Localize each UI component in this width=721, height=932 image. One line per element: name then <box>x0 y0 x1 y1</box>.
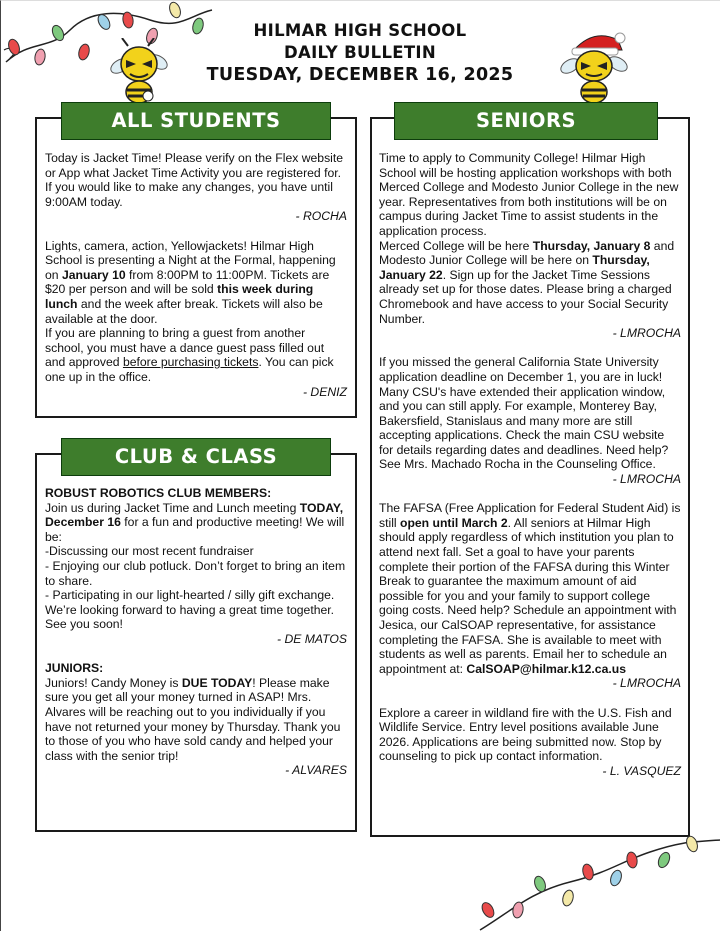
list-item: -Discussing our most recent fundraiser <box>45 544 254 559</box>
community-college-notice: Time to apply to Community College! Hilmar High School will be hosting application workshops with both Merced College and Modesto Junior College in the new year. Representatives from both institutions will be on campus during Jacket Time to assist students in the application process. <box>379 151 679 238</box>
school-name: HILMAR HIGH SCHOOL <box>253 21 467 40</box>
notice-signature: - ALVARES <box>285 763 347 778</box>
college-dates: Merced College will be here Thursday, January 8 and Modesto Junior College will be here on Thursday, January 22. Sign up for the Jacket Time Sessions already set up for those dates. Please bring a charged Chromebook and have access to your Social Security Number. <box>379 238 675 326</box>
wildland-fire-notice: Explore a career in wildland fire with the U.S. Fish and Wildlife Service. Entry level positions available June 2026. Applications are being submitted now. Stop by counseling to pick up contact information. <box>379 705 672 764</box>
robotics-closing: We’re looking forward to having a great time together. See you soon! <box>45 602 335 632</box>
bulletin-name: DAILY BULLETIN <box>284 43 436 62</box>
juniors-title: JUNIORS: <box>45 661 104 676</box>
notice-signature: - DE MATOS <box>277 631 347 646</box>
fafsa-notice: The FAFSA (Free Application for Federal Student Aid) is still open until March 2. All seniors at Hilmar High should apply regardless of which institution you plan to attend next fall. Set a goal to have your parents complete their portion of the FAFSA during this Winter Break to guarantee the maximum amount of aid possible for you and your family to support college going costs. Need help? Schedule an appointment with Jesica, our CalSOAP representative, for assistance completing the FAFSA. She is available to meet with students as well as parents. Email her to schedule an appointment at: CalSOAP@hilmar.k12.ca.us <box>379 501 681 676</box>
list-item: - Enjoying our club potluck. Don’t forget to bring an item to share. <box>45 558 346 588</box>
notice-signature: - LMROCHA <box>612 326 681 341</box>
all-students-content <box>45 151 347 399</box>
club-class-heading: CLUB & CLASS <box>61 438 331 476</box>
jacket-time-notice: Today is Jacket Time! Please verify on the Flex website or App what Jacket Time Activity you are registered for. If you would like to make any changes, you have until 9:00AM today. <box>45 151 344 209</box>
guest-pass-notice: If you are planning to bring a guest from another school, you must have a dance guest pass filled out and approved before purchasing tickets. You can pick one up in the office. <box>45 326 334 384</box>
club-class-content <box>45 486 347 778</box>
bulletin-date: TUESDAY, DECEMBER 16, 2025 <box>206 65 514 85</box>
christmas-lights-bottom-right <box>470 832 721 932</box>
santa-yellowjacket-mascot-icon <box>560 28 630 106</box>
notice-signature: - DENIZ <box>302 384 347 399</box>
robotics-title: ROBUST ROBOTICS CLUB MEMBERS: <box>45 486 272 500</box>
juniors-notice: Juniors! Candy Money is DUE TODAY! Please make sure you get all your money turned in ASAP! Mrs. Alvares will be reaching out to you individually if you have not returned your money by Thursday. Thank you to those of you who have sold candy and helped your class with the senior trip! <box>45 675 341 763</box>
notice-signature: - LMROCHA <box>612 676 681 691</box>
notice-signature: - LMROCHA <box>612 472 681 487</box>
csu-notice: If you missed the general California State University application deadline on December 1, you are in luck! Many CSU's have extended their application window, and you can still apply. For example, Monterey Bay, Bakersfield, Stanislaus and many more are still accepting applications. Check the main CSU website for details regarding dates and deadlines. Need help? See Mrs. Machado Rocha in the Counseling Office. <box>379 355 669 472</box>
all-students-heading: ALL STUDENTS <box>61 102 331 140</box>
seniors-content <box>379 151 681 779</box>
list-item: - Participating in our light-hearted / silly gift exchange. <box>45 588 335 603</box>
formal-notice: Lights, camera, action, Yellowjackets! Hilmar High School is presenting a Night at the Formal, happening on January 10 from 8:00PM to 11:00PM. Tickets are $20 per person and will be sold this week during lunch and the week after break. Tickets will also be available at the door. <box>45 238 336 326</box>
yellowjacket-mascot-icon <box>108 38 170 104</box>
bulletin-title <box>190 20 530 86</box>
robotics-notice: Join us during Jacket Time and Lunch meeting TODAY, December 16 for a fun and productive meeting! We will be: <box>45 500 345 544</box>
seniors-heading: SENIORS <box>394 102 658 140</box>
notice-signature: - L. VASQUEZ <box>602 763 681 778</box>
notice-signature: - ROCHA <box>295 209 347 224</box>
